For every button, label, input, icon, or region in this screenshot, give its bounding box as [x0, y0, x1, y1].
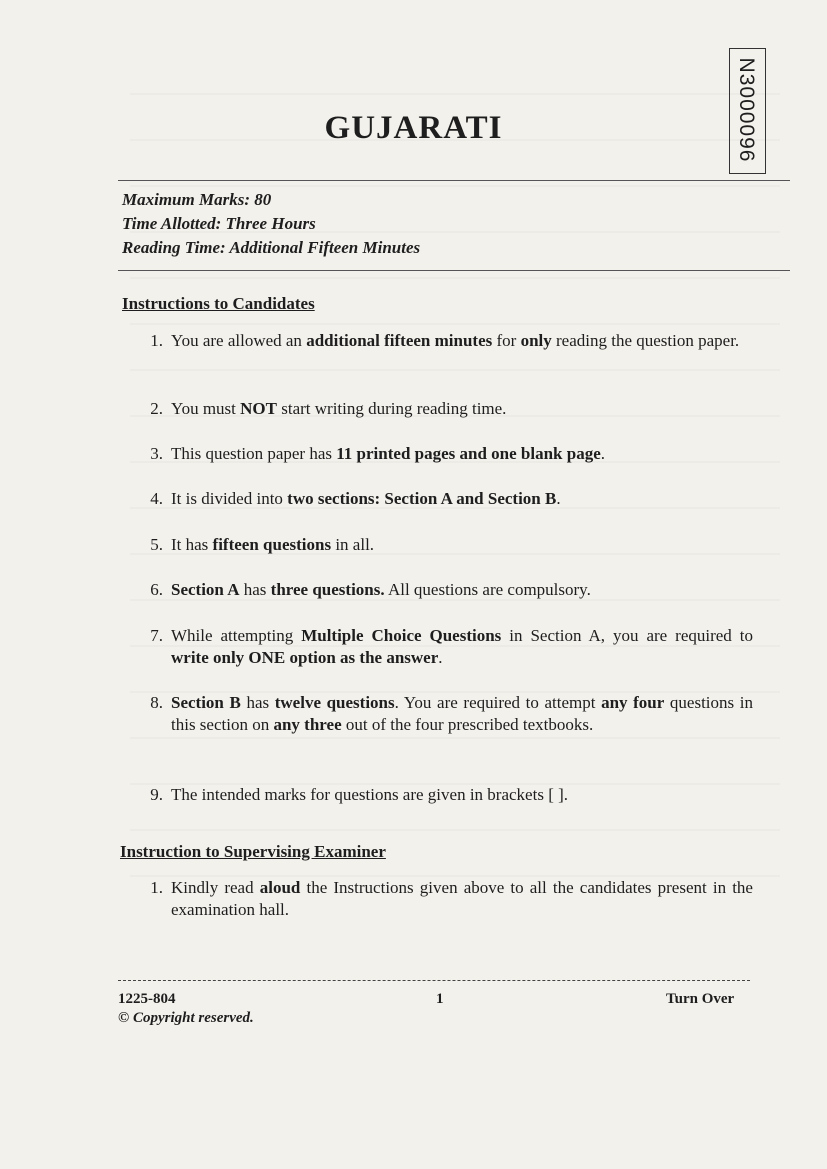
- instruction-text: It is divided into two sections: Section A and Section B.: [171, 489, 561, 508]
- instruction-text: Section A has three questions. All questions are compulsory.: [171, 580, 591, 599]
- page-title: GUJARATI: [324, 110, 503, 146]
- instruction-text: This question paper has 11 printed pages and one blank page.: [171, 444, 606, 463]
- instruction-text: You are allowed an additional fifteen minutes for only reading the question paper.: [171, 331, 740, 350]
- emphasis-text: twelve questions: [274, 693, 395, 712]
- instruction-item: [141, 625, 753, 669]
- header-top-rule: [118, 180, 790, 181]
- instruction-number: 3.: [150, 444, 163, 463]
- instruction-number: 4.: [150, 489, 163, 508]
- instruction-item: [141, 398, 753, 420]
- copyright-notice: © Copyright reserved.: [118, 1010, 254, 1026]
- instruction-text: Section B has twelve questions. You are required to attempt any four questions in this section on any three out of the four prescribed textbooks.: [171, 693, 753, 734]
- instruction-item: [141, 443, 753, 465]
- footer-dashed-rule: [118, 980, 750, 981]
- emphasis-text: Multiple Choice Questions: [301, 626, 502, 645]
- emphasis-text: any three: [273, 715, 342, 734]
- emphasis-text: fifteen questions: [212, 535, 332, 554]
- instruction-number: 9.: [150, 785, 163, 804]
- instruction-item: [141, 692, 753, 736]
- instruction-text: Kindly read aloud the Instructions given above to all the candidates present in the examination hall.: [171, 878, 753, 919]
- instruction-number: 5.: [150, 535, 163, 554]
- instruction-item: [141, 784, 753, 806]
- instruction-item: [141, 534, 753, 556]
- emphasis-text: only: [520, 331, 552, 350]
- reading-time: Reading Time: Additional Fifteen Minutes: [122, 238, 421, 257]
- time-allotted: Time Allotted: Three Hours: [122, 214, 316, 233]
- instruction-text: It has fifteen questions in all.: [171, 535, 375, 554]
- emphasis-text: two sections: Section A and Section B: [287, 489, 557, 508]
- page-number: 1: [436, 991, 444, 1007]
- candidates-heading: Instructions to Candidates: [122, 294, 315, 313]
- turn-over-label: Turn Over: [666, 991, 735, 1007]
- instruction-text: The intended marks for questions are given in brackets [ ].: [171, 785, 569, 804]
- paper-serial-code: N3000096: [735, 57, 758, 163]
- header-bottom-rule: [118, 270, 790, 271]
- instruction-number: 7.: [150, 626, 163, 645]
- instruction-item: [141, 579, 753, 601]
- instruction-number: 2.: [150, 399, 163, 418]
- instruction-text: You must NOT start writing during reading time.: [171, 399, 507, 418]
- examiner-instruction-item: [141, 877, 753, 921]
- emphasis-text: additional fifteen minutes: [306, 331, 493, 350]
- emphasis-text: write only ONE option as the answer: [171, 648, 439, 667]
- emphasis-text: Section A: [171, 580, 240, 599]
- instruction-text: While attempting Multiple Choice Questions in Section A, you are required to write only ONE option as the answer.: [171, 626, 753, 667]
- instruction-number: 8.: [150, 693, 163, 712]
- emphasis-text: aloud: [259, 878, 301, 897]
- instruction-number: 6.: [150, 580, 163, 599]
- paper-code: 1225-804: [118, 991, 176, 1007]
- examiner-heading: Instruction to Supervising Examiner: [120, 842, 386, 861]
- emphasis-text: Section B: [171, 693, 241, 712]
- emphasis-text: 11 printed pages and one blank page: [336, 444, 601, 463]
- emphasis-text: NOT: [240, 399, 277, 418]
- emphasis-text: any four: [601, 693, 665, 712]
- max-marks: Maximum Marks: 80: [122, 190, 272, 209]
- emphasis-text: three questions.: [270, 580, 385, 599]
- instruction-item: [141, 488, 753, 510]
- instruction-item: [141, 330, 753, 352]
- instruction-number: 1.: [150, 878, 163, 897]
- instruction-number: 1.: [150, 331, 163, 350]
